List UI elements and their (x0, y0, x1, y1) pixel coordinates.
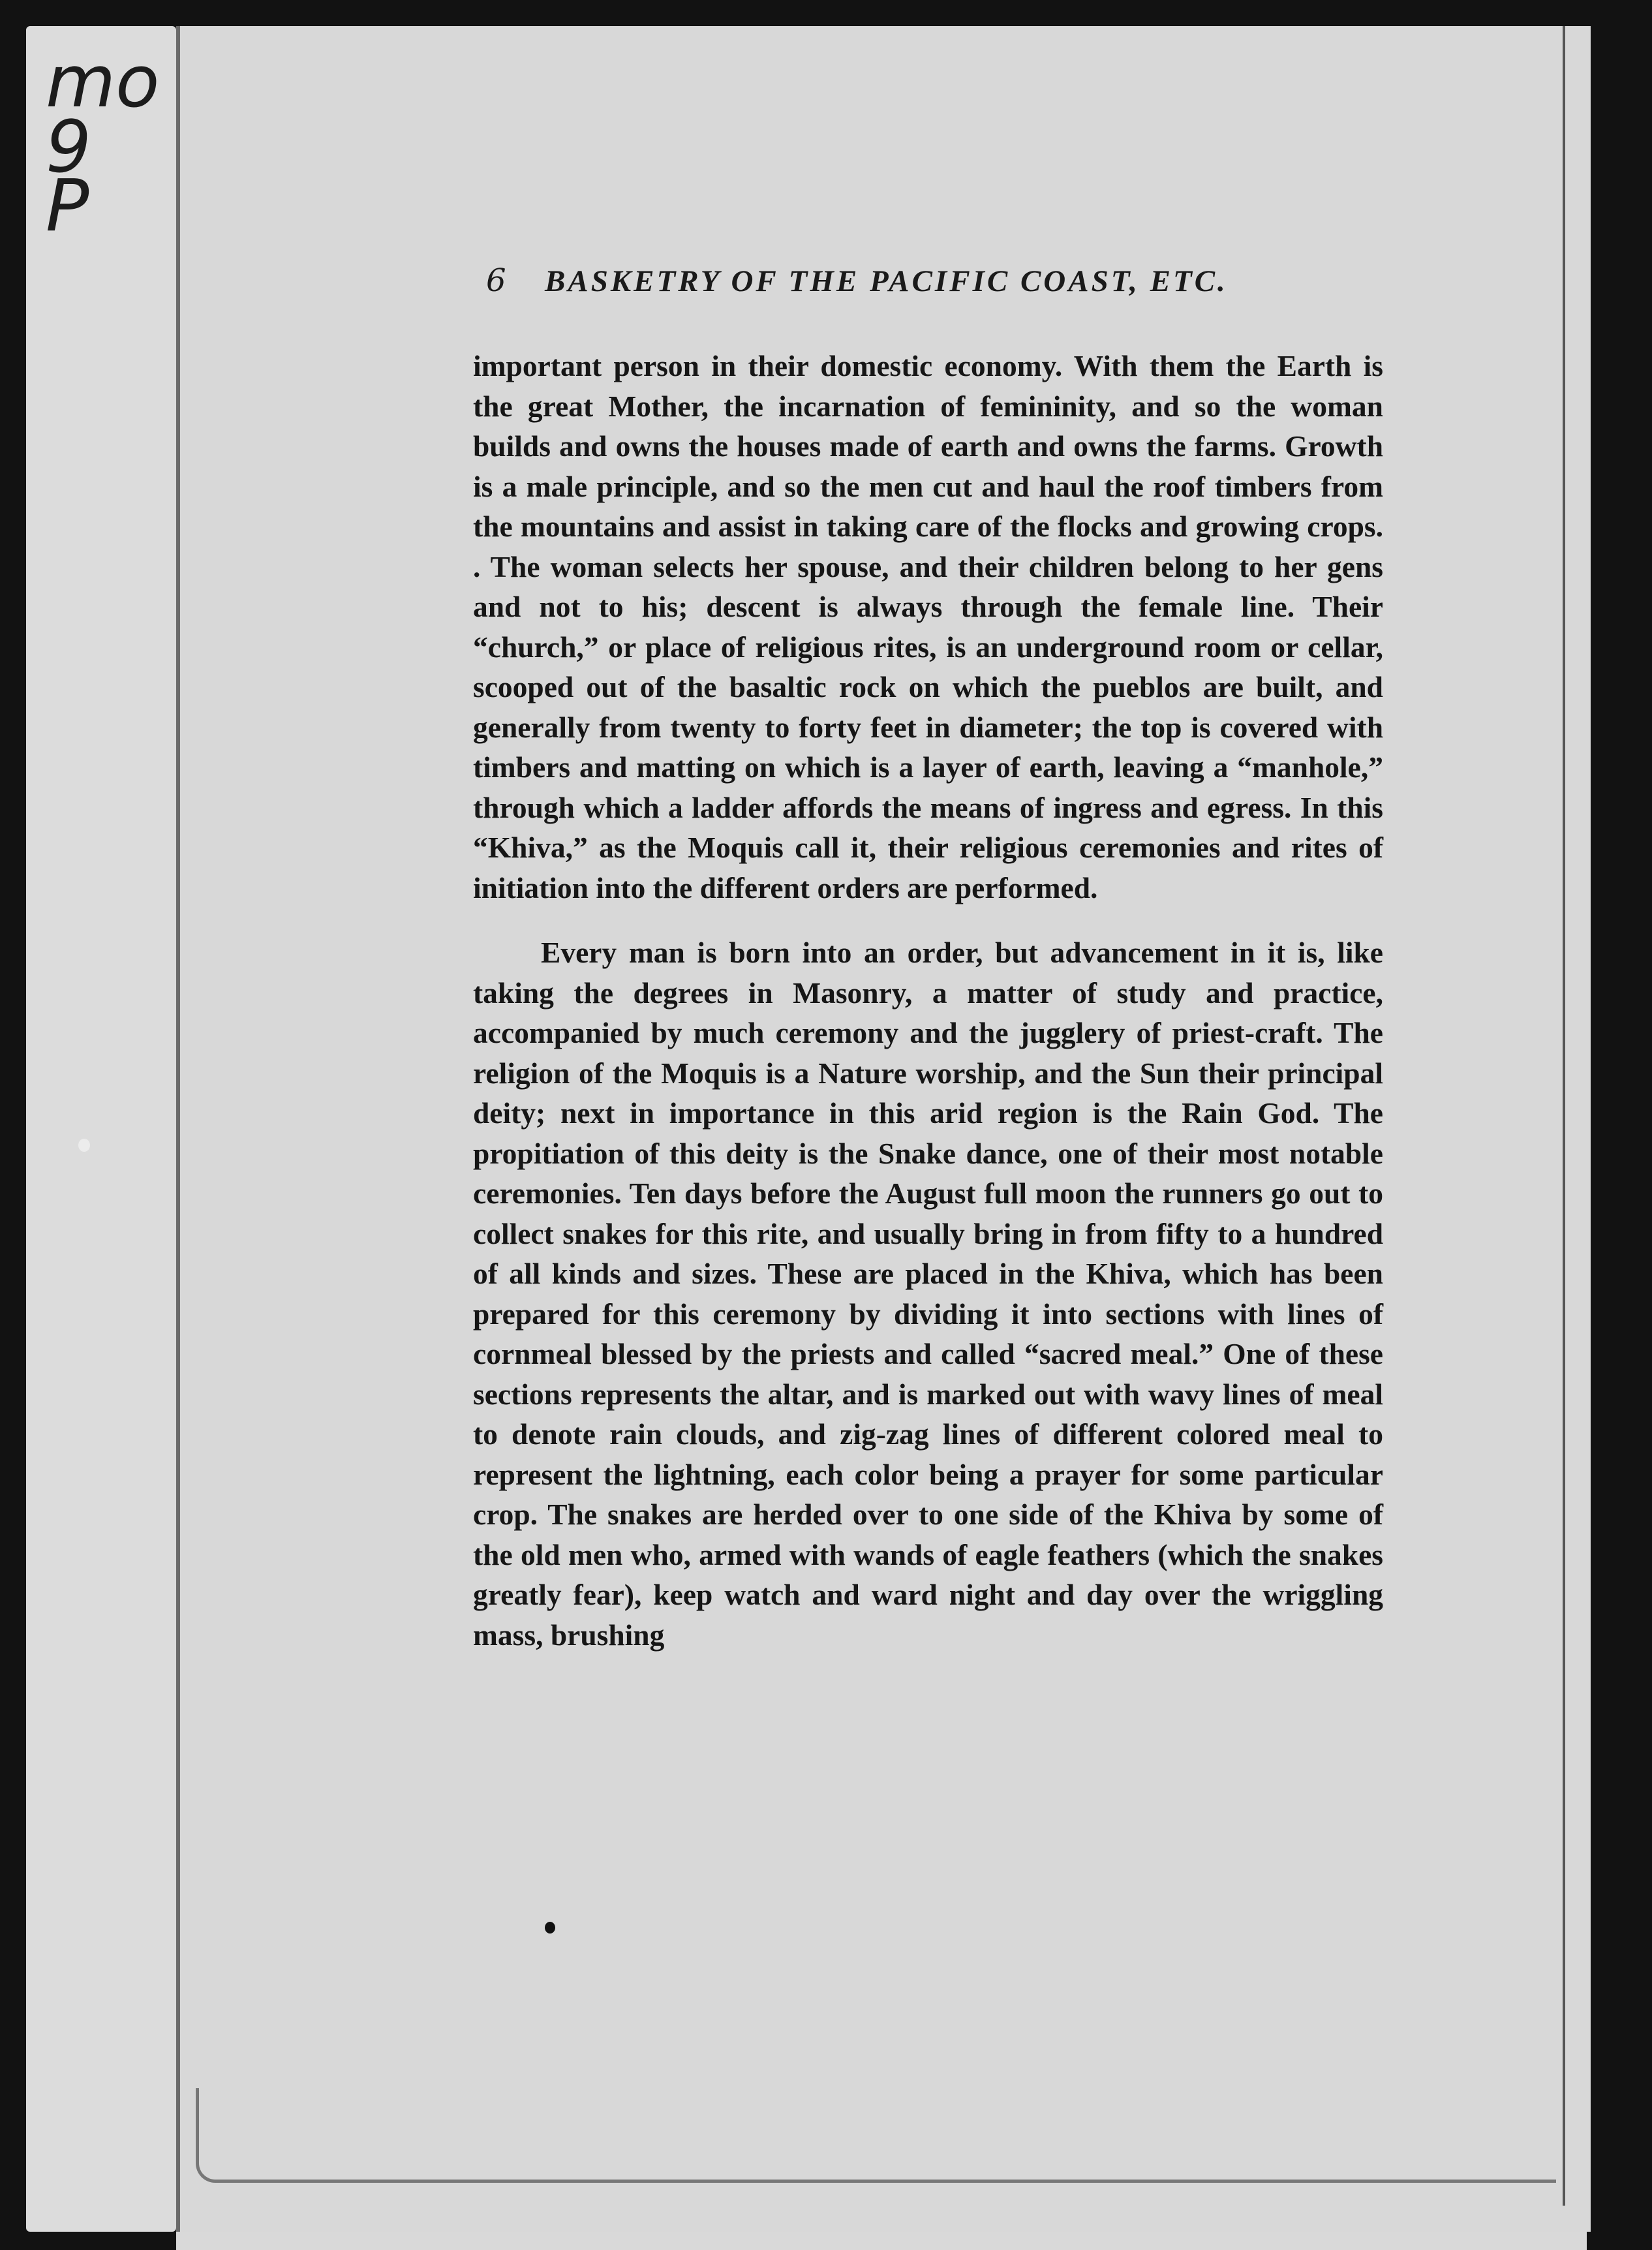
scan-border-right (1587, 0, 1652, 2250)
margin-handwriting-1: mo (46, 40, 160, 123)
page-number: 6 (486, 262, 509, 299)
page-edge-line (1563, 26, 1565, 2206)
running-title: BASKETRY OF THE PACIFIC COAST, ETC. (545, 264, 1228, 298)
margin-handwriting-3: P (46, 164, 89, 247)
page-header (486, 262, 1302, 299)
scan-speck (78, 1139, 90, 1152)
paragraph: Every man is born into an order, but advancement in it is, like taking the degrees in Masonry, a matter of study and practice, accompanied by much ceremony and the jugglery of priest-craft. The religion of the Moquis is a Nature worship, and the Sun their principal deity; next in importance in this arid region is the Rain God. The propitiation of this deity is the Snake dance, one of their most notable ceremonies. Ten days before the August full moon the runners go out to collect snakes for this rite, and usually bring in from fifty to a hundred of all kinds and sizes. These are placed in the Khiva, which has been prepared for this ceremony by dividing it into sections with lines of cornmeal blessed by the priests and called “sacred meal.” One of these sections represents the altar, and is marked out with wavy lines of meal to denote rain clouds, and zig-zag lines of different colored meal to represent the lightning, each color being a prayer for some particular crop. The snakes are herded over to one side of the Khiva by some of the old men who, armed with wands of eagle feathers (which the snakes greatly fear), keep watch and ward night and day over the wriggling mass, brushing (473, 936, 1383, 1652)
page-bottom-edge (196, 2088, 1556, 2183)
ink-dot (545, 1922, 555, 1934)
paragraph: important person in their domestic economy. With them the Earth is the great Mother, the incarnation of femininity, and so the woman builds and owns the houses made of earth and owns the farms. Growth is a male principle, and so the men cut and haul the roof timbers from the mountains and assist in taking care of the flocks and growing crops. . The woman selects her spouse, and their children belong to her gens and not to his; descent is always through the female line. Their “church,” or place of religious rites, is an underground room or cellar, scooped out of the basaltic rock on which the pueblos are built, and generally from twenty to forty feet in diameter; the top is covered with timbers and matting on which is a layer of earth, leaving a “manhole,” through which a ladder affords the means of ingress and egress. In this “Khiva,” as the Moquis call it, their religious ceremonies and rites of initiation into the different orders are performed. (473, 349, 1383, 904)
scan-border-top (0, 0, 1652, 26)
facing-page-edge (26, 26, 176, 2232)
body-text (473, 346, 1383, 1655)
margin-handwriting-2: 9 (46, 105, 91, 189)
